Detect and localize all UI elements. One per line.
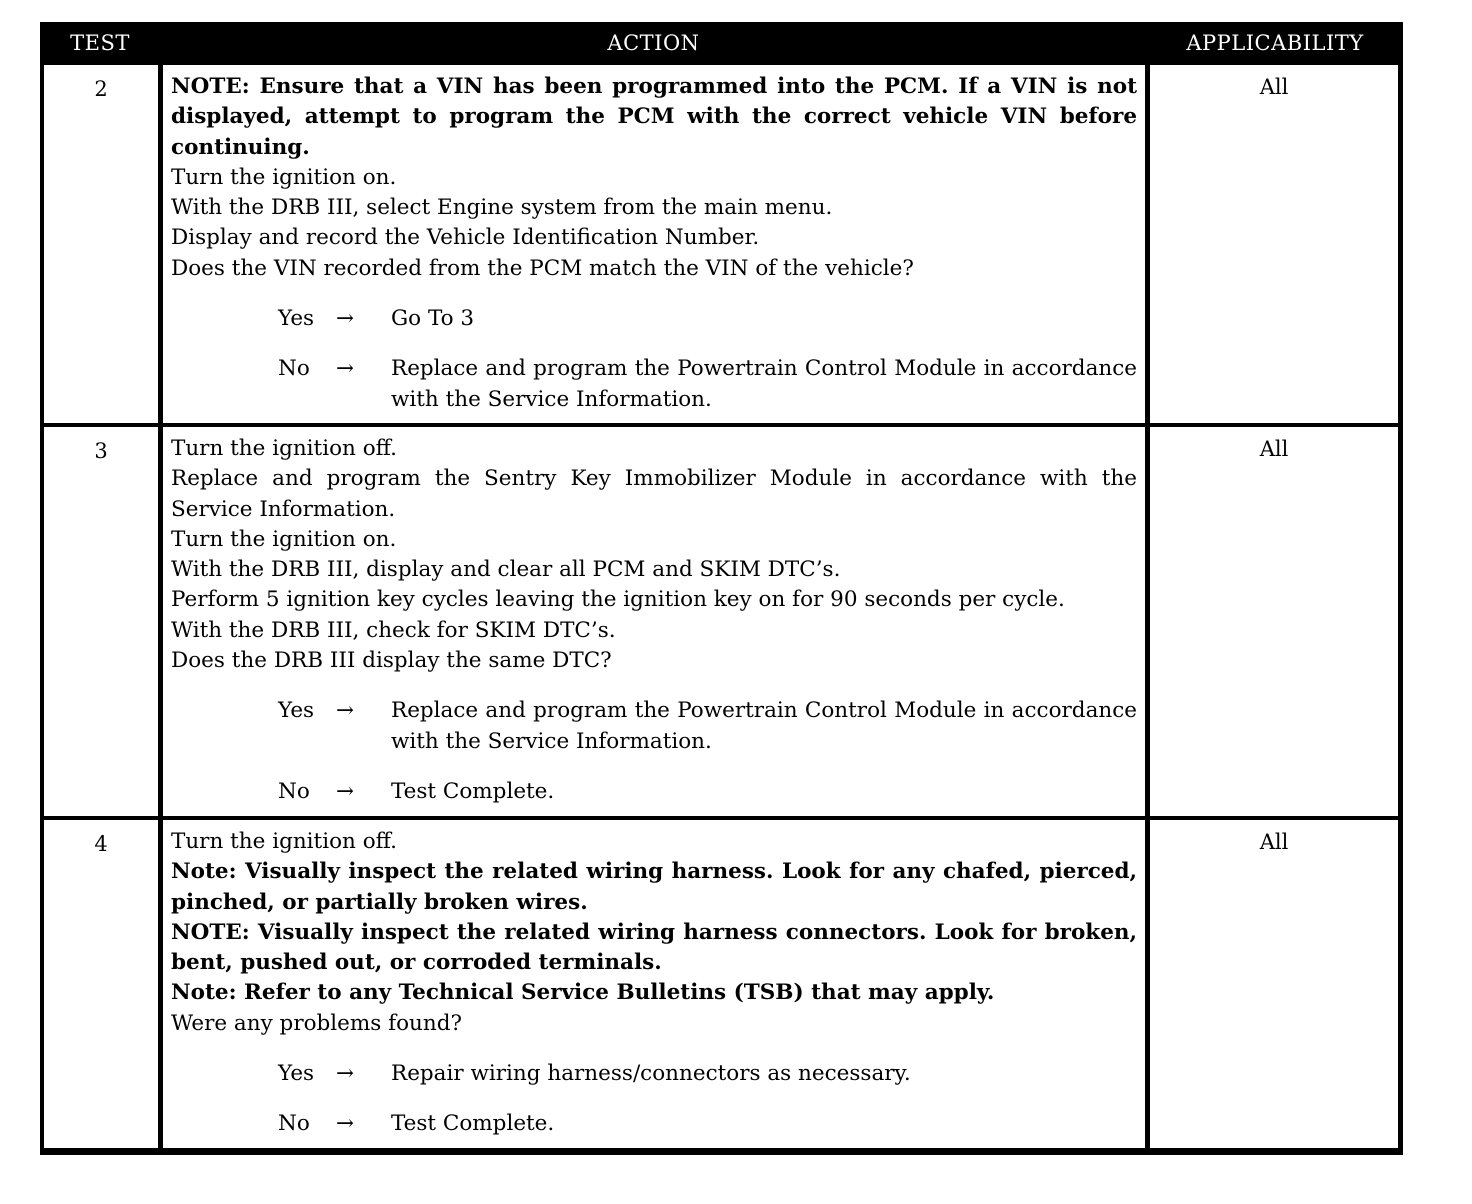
- answer-key: No: [278, 356, 310, 382]
- right-arrow-icon: →: [336, 1061, 355, 1087]
- action-note: Note: Visually inspect the related wiring harness. Look for any chafed, pierced, pinched, or partially broken wires.: [171, 859, 1137, 915]
- action-question: Does the DRB III display the same DTC?: [171, 648, 612, 674]
- answer-yes: [278, 1059, 1137, 1089]
- applicability-cell: [1150, 65, 1398, 423]
- action-question: Does the VIN recorded from the PCM match the VIN of the vehicle?: [171, 255, 914, 281]
- applicability-cell: [1150, 427, 1398, 816]
- action-step: With the DRB III, check for SKIM DTC’s.: [171, 617, 616, 643]
- answer-no: [278, 1109, 1137, 1139]
- action-step: With the DRB III, select Engine system from the main menu.: [171, 195, 833, 221]
- applicability-value: All: [1259, 75, 1289, 99]
- right-arrow-icon: →: [336, 698, 355, 724]
- column-header-action: ACTION: [607, 31, 700, 55]
- answer-text: Test Complete.: [391, 778, 555, 804]
- answer-no: [278, 777, 1137, 807]
- test-number-cell: [44, 820, 158, 1148]
- applicability-value: All: [1259, 830, 1289, 854]
- answer-text: Replace and program the Powertrain Control Module in accordance with the Service Information.: [391, 698, 1137, 754]
- action-step: Turn the ignition off.: [171, 436, 397, 461]
- answer-text: Go To 3: [391, 306, 475, 332]
- right-arrow-icon: →: [336, 1111, 355, 1137]
- action-note: NOTE: Ensure that a VIN has been programmed into the PCM. If a VIN is not displayed, attempt to program the PCM with the correct vehicle VIN before continuing.: [171, 74, 1137, 160]
- action-step: With the DRB III, display and clear all PCM and SKIM DTC’s.: [171, 557, 841, 583]
- answer-yes: [278, 696, 1137, 757]
- answer-text: Repair wiring harness/connectors as necessary.: [391, 1061, 911, 1087]
- action-note: Note: Refer to any Technical Service Bulletins (TSB) that may apply.: [171, 980, 995, 1006]
- action-cell: [163, 65, 1145, 423]
- answer-no: [278, 354, 1137, 415]
- action-step: Display and record the Vehicle Identification Number.: [171, 225, 760, 251]
- test-number-cell: [44, 65, 158, 423]
- action-note: NOTE: Visually inspect the related wiring harness connectors. Look for broken, bent, pushed out, or corroded terminals.: [171, 919, 1137, 976]
- test-number: 4: [94, 832, 108, 856]
- applicability-cell: [1150, 820, 1398, 1148]
- action-cell: [163, 820, 1145, 1148]
- action-step: Perform 5 ignition key cycles leaving the ignition key on for 90 seconds per cycle.: [171, 587, 1065, 613]
- action-step: Turn the ignition off.: [171, 829, 397, 854]
- test-number: 3: [94, 439, 108, 463]
- action-step: Turn the ignition on.: [171, 526, 397, 552]
- action-step: Replace and program the Sentry Key Immobilizer Module in accordance with the Service Information.: [171, 466, 1137, 522]
- answer-text: Replace and program the Powertrain Control Module in accordance with the Service Information.: [391, 356, 1137, 412]
- answer-key: Yes: [278, 698, 315, 724]
- diagnostic-test-table: [40, 22, 1403, 1155]
- right-arrow-icon: →: [336, 356, 355, 382]
- action-question: Were any problems found?: [171, 1010, 463, 1036]
- test-number: 2: [94, 77, 108, 101]
- applicability-value: All: [1259, 437, 1289, 461]
- action-cell: [163, 427, 1145, 816]
- answer-text: Test Complete.: [391, 1111, 555, 1137]
- answer-key: No: [278, 1111, 310, 1137]
- right-arrow-icon: →: [336, 306, 355, 332]
- answer-key: Yes: [278, 1061, 315, 1087]
- action-step: Turn the ignition on.: [171, 164, 397, 190]
- column-header-applicability: APPLICABILITY: [1186, 31, 1364, 55]
- right-arrow-icon: →: [336, 778, 355, 804]
- answer-key: Yes: [278, 306, 315, 332]
- column-header-test: TEST: [70, 31, 130, 55]
- answer-key: No: [278, 778, 310, 804]
- answer-yes: [278, 304, 1137, 334]
- test-number-cell: [44, 427, 158, 816]
